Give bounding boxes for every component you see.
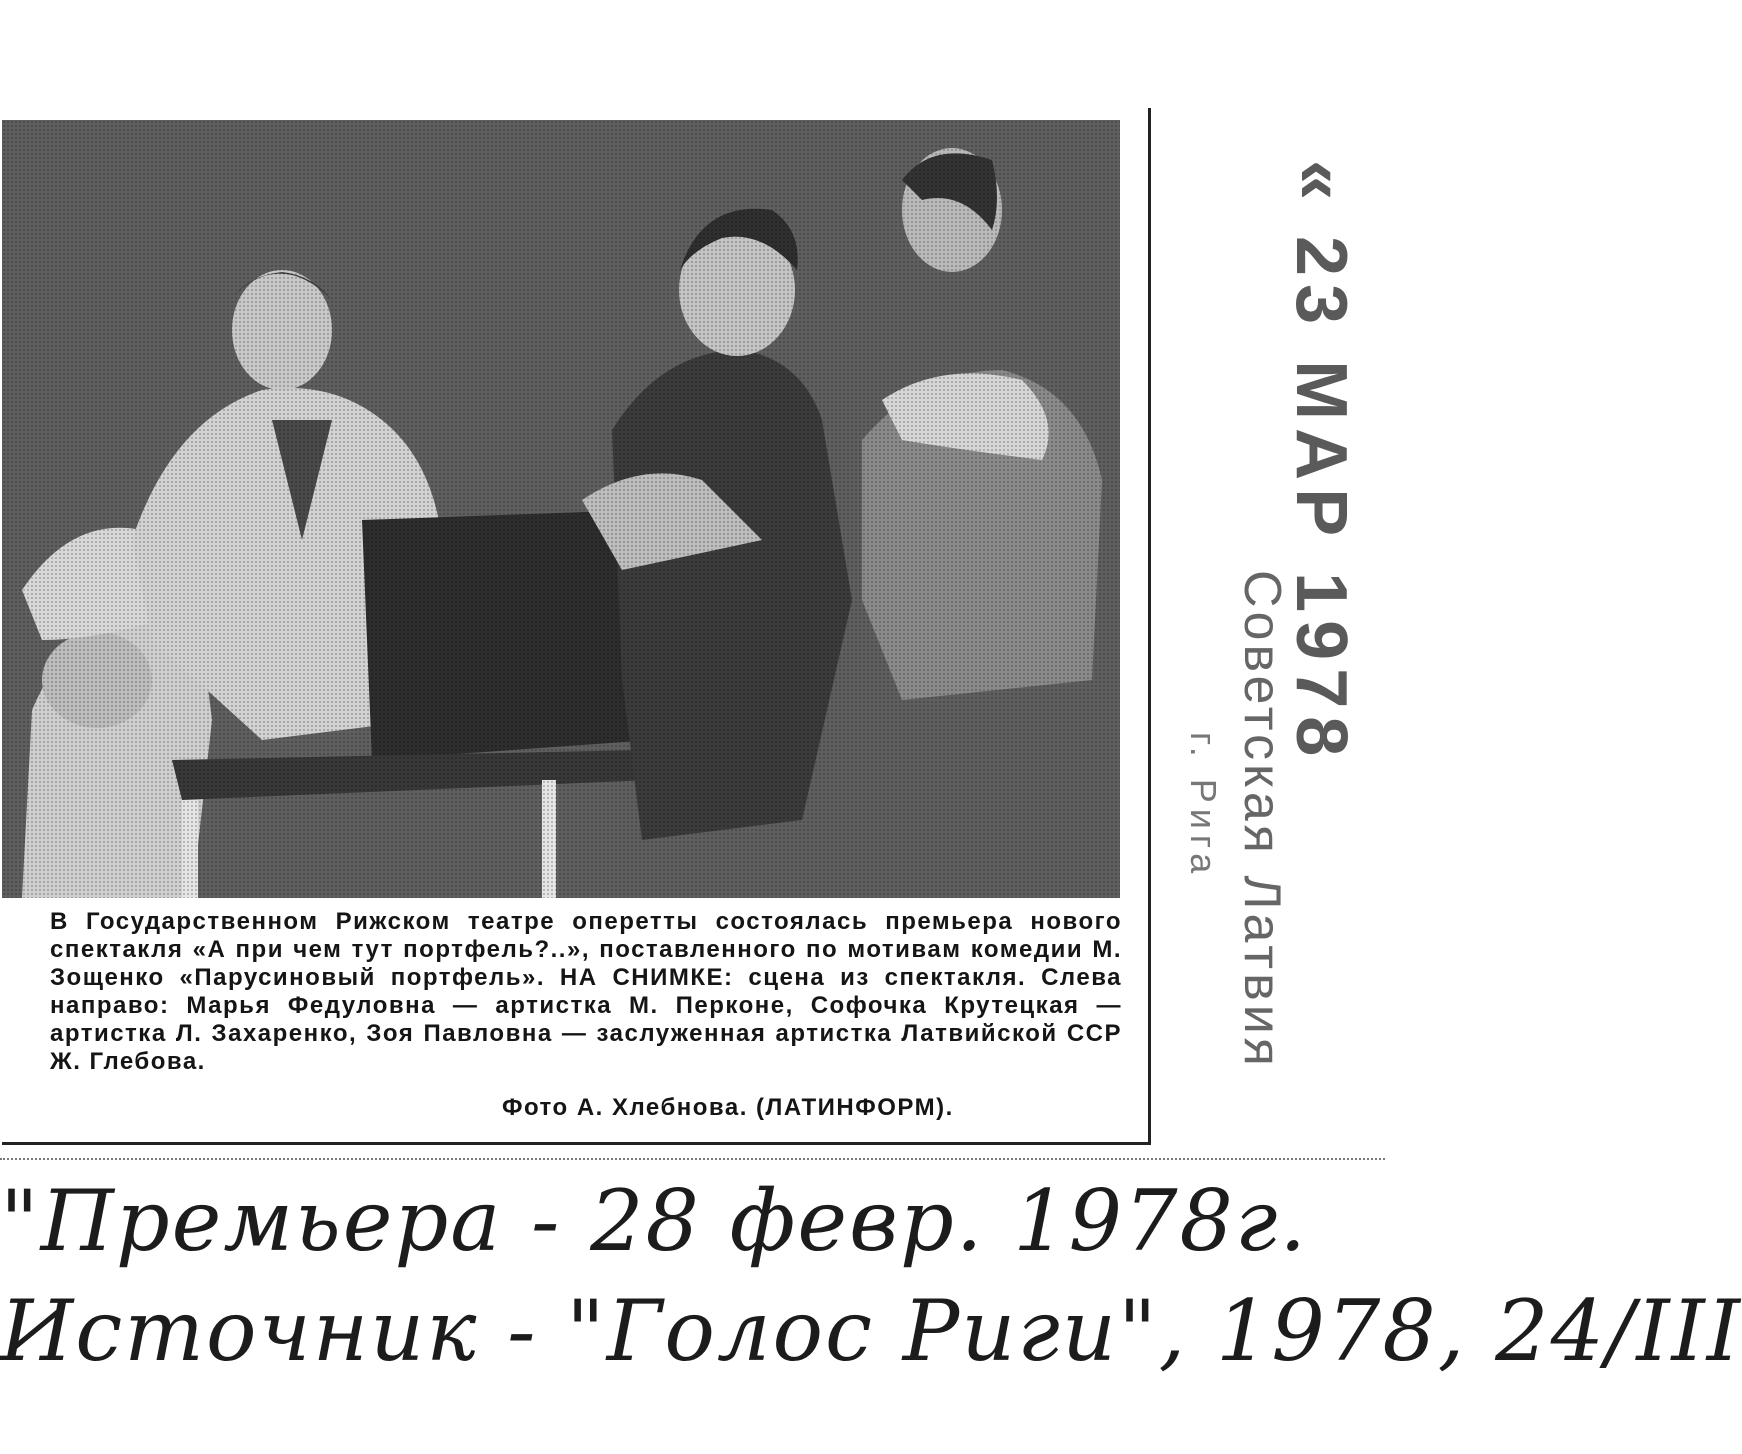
stamp-date: « 23 МАР 1978 <box>1281 160 1361 765</box>
stage-photo <box>2 120 1120 898</box>
stamp-city: г. Рига <box>1183 732 1224 880</box>
stamp-newspaper: Советская Латвия <box>1233 570 1291 1070</box>
newspaper-clipping <box>2 108 1151 1145</box>
photo-credit: Фото А. Хлебнова. (ЛАТИНФОРМ). <box>502 1094 954 1121</box>
photo-caption: В Государственном Рижском театре оперетты состоялась премьера нового спектакля «А при чем тут портфель?..», поставленного по мотивам комедии М. Зощенко «Парусиновый портфель». НА СНИМКЕ: сцена из спектакля. Слева направо: Марья Федуловна — артистка М. Перконе, Софочка Крутецкая — артистка Л. Захаренко, Зоя Павловна — заслуженная артистка Латвийской ССР Ж. Глебова. <box>50 908 1122 1075</box>
stage-photo-image <box>2 120 1120 898</box>
divider-line <box>0 1158 1385 1160</box>
handwritten-note-source: Источник - "Голос Риги", 1978, 24/III <box>0 1282 1742 1380</box>
handwritten-note-premiere: "Премьера - 28 февр. 1978г. <box>0 1172 1309 1270</box>
